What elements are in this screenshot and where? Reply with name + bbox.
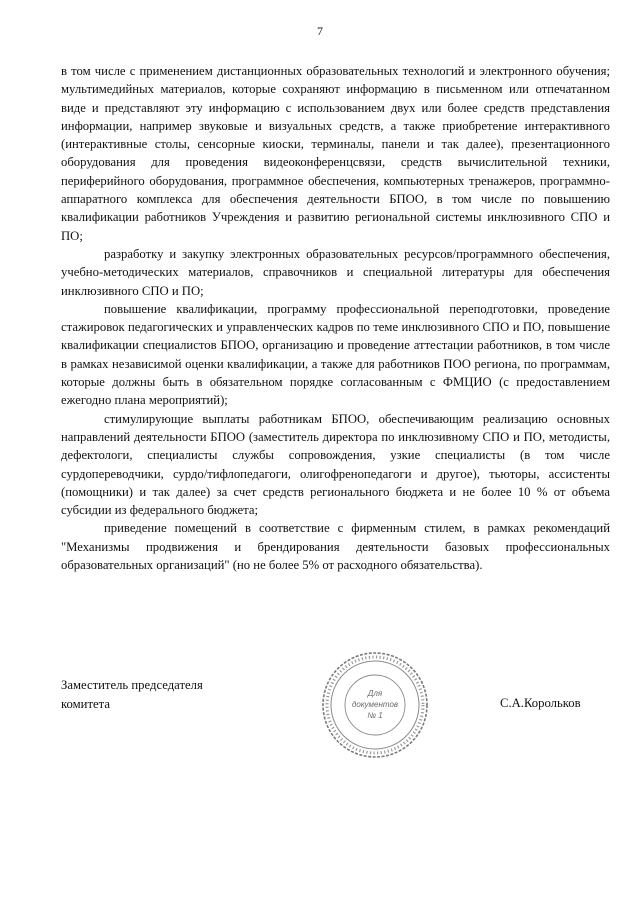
document-body: [61, 62, 610, 574]
paragraph-1: в том числе с применением дистанционных образовательных технологий и электронного обучения; мультимедийных материалов, которые сохраняют информацию в письменном или отпечатанном виде и представляют эту информацию с использованием двух или более средств представления информации, например звуковые и визуальных средств, а также приобретение интерактивного (интерактивные столы, сенсорные киоски, терминалы, панели и так далее), презентационного оборудования для проведения видеоконференцсвязи, средств вычислительной техники, периферийного оборудования, программное обеспечения, компьютерных тренажеров, программно-аппаратного комплекса для обеспечения деятельности БПОО, в том числе по повышению квалификации работников Учреждения и развитию региональной системы инклюзивного СПО и ПО;: [61, 64, 610, 243]
official-stamp: [320, 650, 430, 760]
signature-position: [61, 676, 291, 714]
stamp-center-line-1: Для: [367, 689, 383, 698]
paragraph-2: разработку и закупку электронных образовательных ресурсов/программного обеспечения, учебно-методических материалов, справочников и специальной литературы для обеспечения инклюзивного СПО и ПО;: [61, 246, 610, 298]
signatory-name: С.А.Корольков: [500, 696, 581, 710]
stamp-center-line-2: документов: [351, 700, 399, 709]
signature-position-line-2: комитета: [61, 697, 110, 711]
page-number: 7: [317, 24, 323, 38]
paragraph-5: приведение помещений в соответствие с фирменным стилем, в рамках рекомендаций "Механизмы продвижения и брендирования деятельности базовых профессиональных образовательных организаций" (но не более 5% от расходного обязательства).: [61, 521, 610, 573]
paragraph-3: повышение квалификации, программу профессиональной переподготовки, проведение стажировок педагогических и управленческих кадров по теме инклюзивного СПО и ПО, повышение квалификации специалистов БПОО, организацию и проведение аттестации работников, в том числе в рамках независимой оценки квалификации, а также для работников ПОО региона, по программам, которые должны быть в обязательном порядке согласованным с ФМЦИО (с предоставлением ежегодно плана мероприятий);: [61, 301, 610, 408]
stamp-center-line-3: № 1: [367, 711, 383, 720]
paragraph-4: стимулирующие выплаты работникам БПОО, обеспечивающим реализацию основных направлений деятельности БПОО (заместитель директора по инклюзивному СПО и ПО, методисты, дефектологи, специалисты службы сопровождения, узкие специалисты (в том числе сурдопереводчики, сурдо/тифлопедагоги, олигофренопедагоги и другое), тьюторы, ассистенты (помощники) и так далее) за счет средств регионального бюджета и не более 10 % от объема субсидии из федерального бюджета;: [61, 411, 610, 518]
signature-position-line-1: Заместитель председателя: [61, 678, 203, 692]
